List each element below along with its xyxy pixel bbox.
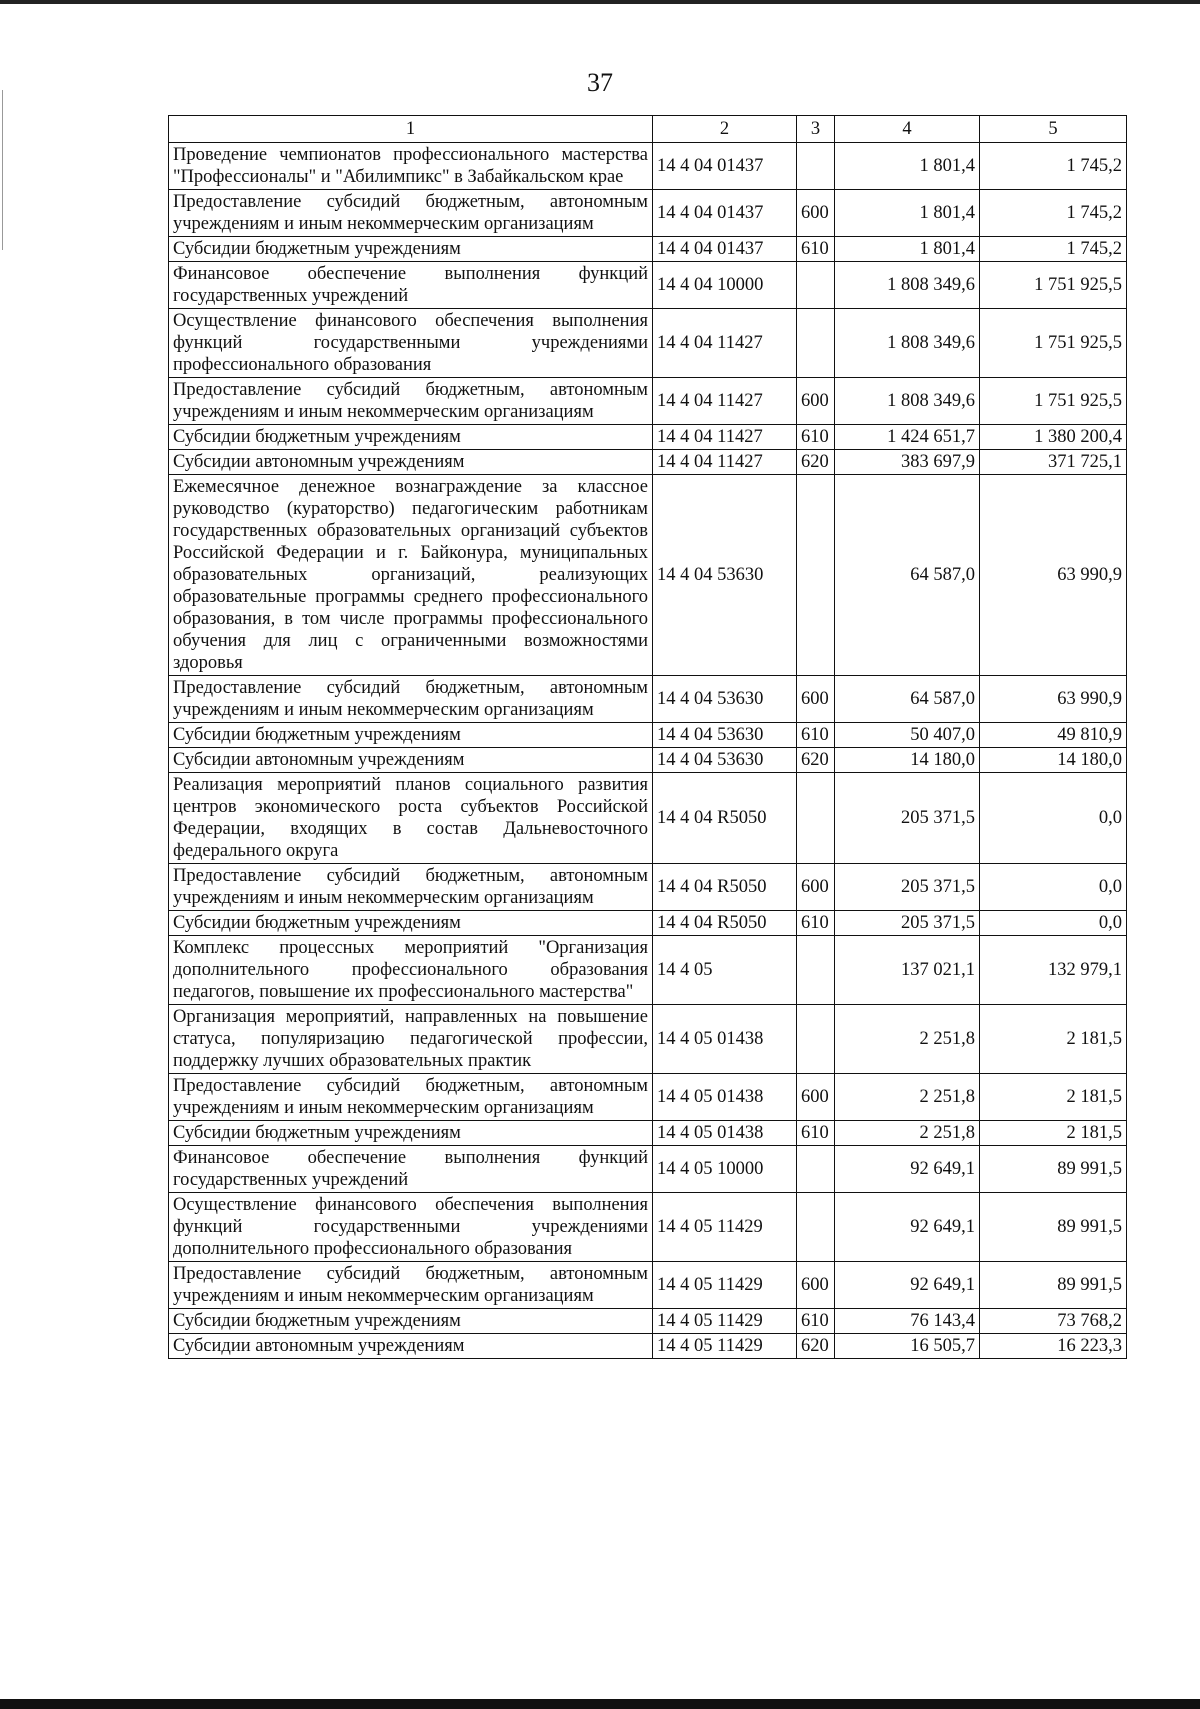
row-type-cell [797,773,835,864]
row-value-col4-cell: 50 407,0 [835,723,980,748]
row-value-col4-cell: 92 649,1 [835,1146,980,1193]
row-value-col4-cell: 14 180,0 [835,748,980,773]
row-code-cell: 14 4 04 11427 [653,450,797,475]
table-row [169,237,1127,262]
table-row [169,1193,1127,1262]
table-row [169,262,1127,309]
row-value-col5-cell: 1 751 925,5 [980,262,1127,309]
table-row [169,378,1127,425]
row-name-cell: Субсидии автономным учреждениям [169,450,653,475]
row-name-cell: Предоставление субсидий бюджетным, автономным учреждениям и иным некоммерческим организациям [169,190,653,237]
row-type-cell [797,1193,835,1262]
row-value-col5-cell: 1 745,2 [980,143,1127,190]
row-name-cell: Комплекс процессных мероприятий "Организация дополнительного профессионального образования педагогов, повышение их профессионального мастерства" [169,936,653,1005]
row-value-col4-cell: 64 587,0 [835,676,980,723]
budget-table-body [169,116,1127,1359]
row-code-cell: 14 4 05 10000 [653,1146,797,1193]
row-value-col4-cell: 2 251,8 [835,1074,980,1121]
table-row [169,475,1127,676]
row-value-col4-cell: 64 587,0 [835,475,980,676]
row-code-cell: 14 4 04 R5050 [653,773,797,864]
budget-table [168,115,1127,1359]
row-value-col4-cell: 1 801,4 [835,143,980,190]
table-row [169,1262,1127,1309]
row-name-cell: Осуществление финансового обеспечения выполнения функций государственными учреждениями профессионального образования [169,309,653,378]
row-code-cell: 14 4 04 01437 [653,237,797,262]
row-name-cell: Субсидии бюджетным учреждениям [169,723,653,748]
row-value-col5-cell: 89 991,5 [980,1193,1127,1262]
row-code-cell: 14 4 04 R5050 [653,911,797,936]
table-row [169,143,1127,190]
table-row [169,936,1127,1005]
table-row [169,773,1127,864]
row-type-cell: 610 [797,425,835,450]
row-code-cell: 14 4 05 11429 [653,1262,797,1309]
row-value-col5-cell: 2 181,5 [980,1005,1127,1074]
row-value-col4-cell: 1 801,4 [835,237,980,262]
row-type-cell: 600 [797,1262,835,1309]
header-cell-1: 1 [169,116,653,143]
row-type-cell: 600 [797,190,835,237]
row-type-cell [797,936,835,1005]
table-row [169,864,1127,911]
header-cell-4: 4 [835,116,980,143]
row-name-cell: Субсидии бюджетным учреждениям [169,237,653,262]
row-type-cell: 610 [797,1309,835,1334]
row-code-cell: 14 4 04 10000 [653,262,797,309]
row-value-col4-cell: 1 808 349,6 [835,262,980,309]
row-type-cell: 600 [797,676,835,723]
bottom-scan-border [0,1699,1200,1709]
row-name-cell: Субсидии автономным учреждениям [169,1334,653,1359]
row-type-cell: 600 [797,378,835,425]
table-row [169,425,1127,450]
row-type-cell [797,143,835,190]
table-row [169,1074,1127,1121]
table-row [169,911,1127,936]
row-code-cell: 14 4 05 01438 [653,1005,797,1074]
row-code-cell: 14 4 04 01437 [653,143,797,190]
row-value-col4-cell: 92 649,1 [835,1193,980,1262]
row-name-cell: Субсидии бюджетным учреждениям [169,911,653,936]
header-cell-5: 5 [980,116,1127,143]
table-row [169,748,1127,773]
row-value-col4-cell: 76 143,4 [835,1309,980,1334]
row-type-cell: 610 [797,237,835,262]
row-name-cell: Финансовое обеспечение выполнения функций государственных учреждений [169,1146,653,1193]
row-value-col5-cell: 49 810,9 [980,723,1127,748]
row-name-cell: Предоставление субсидий бюджетным, автономным учреждениям и иным некоммерческим организациям [169,378,653,425]
row-value-col5-cell: 14 180,0 [980,748,1127,773]
table-row [169,1309,1127,1334]
row-value-col4-cell: 1 808 349,6 [835,309,980,378]
row-name-cell: Предоставление субсидий бюджетным, автономным учреждениям и иным некоммерческим организациям [169,864,653,911]
row-value-col4-cell: 383 697,9 [835,450,980,475]
row-code-cell: 14 4 05 11429 [653,1334,797,1359]
row-code-cell: 14 4 04 11427 [653,378,797,425]
row-value-col5-cell: 89 991,5 [980,1262,1127,1309]
left-scan-edge [2,90,3,250]
row-code-cell: 14 4 05 11429 [653,1193,797,1262]
row-value-col5-cell: 1 745,2 [980,190,1127,237]
row-name-cell: Субсидии бюджетным учреждениям [169,425,653,450]
row-type-cell: 620 [797,1334,835,1359]
row-value-col5-cell: 0,0 [980,911,1127,936]
row-value-col5-cell: 1 745,2 [980,237,1127,262]
row-code-cell: 14 4 04 R5050 [653,864,797,911]
row-value-col5-cell: 2 181,5 [980,1121,1127,1146]
row-code-cell: 14 4 05 11429 [653,1309,797,1334]
row-code-cell: 14 4 04 53630 [653,676,797,723]
row-type-cell: 610 [797,723,835,748]
row-type-cell [797,262,835,309]
row-value-col4-cell: 1 801,4 [835,190,980,237]
row-value-col5-cell: 1 380 200,4 [980,425,1127,450]
table-row [169,1334,1127,1359]
header-cell-3: 3 [797,116,835,143]
row-code-cell: 14 4 04 11427 [653,309,797,378]
row-type-cell: 600 [797,1074,835,1121]
top-scan-border [0,0,1200,4]
row-value-col5-cell: 16 223,3 [980,1334,1127,1359]
row-type-cell: 600 [797,864,835,911]
table-row [169,1146,1127,1193]
row-type-cell: 610 [797,1121,835,1146]
row-name-cell: Реализация мероприятий планов социального развития центров экономического роста субъектов Российской Федерации, входящих в состав Дальневосточного федерального округа [169,773,653,864]
row-value-col5-cell: 73 768,2 [980,1309,1127,1334]
row-type-cell [797,1005,835,1074]
header-cell-2: 2 [653,116,797,143]
table-row [169,1121,1127,1146]
row-value-col5-cell: 132 979,1 [980,936,1127,1005]
table-row [169,676,1127,723]
row-name-cell: Организация мероприятий, направленных на повышение статуса, популяризацию педагогической профессии, поддержку лучших образовательных практик [169,1005,653,1074]
row-type-cell [797,1146,835,1193]
row-type-cell [797,475,835,676]
row-value-col5-cell: 2 181,5 [980,1074,1127,1121]
table-row [169,190,1127,237]
table-row [169,309,1127,378]
row-code-cell: 14 4 05 01438 [653,1074,797,1121]
row-type-cell: 610 [797,911,835,936]
row-name-cell: Субсидии автономным учреждениям [169,748,653,773]
row-code-cell: 14 4 04 53630 [653,723,797,748]
row-type-cell [797,309,835,378]
row-value-col4-cell: 1 424 651,7 [835,425,980,450]
row-type-cell: 620 [797,748,835,773]
row-value-col4-cell: 92 649,1 [835,1262,980,1309]
row-code-cell: 14 4 04 53630 [653,748,797,773]
row-value-col4-cell: 16 505,7 [835,1334,980,1359]
row-code-cell: 14 4 04 11427 [653,425,797,450]
row-name-cell: Предоставление субсидий бюджетным, автономным учреждениям и иным некоммерческим организациям [169,1262,653,1309]
row-value-col5-cell: 63 990,9 [980,475,1127,676]
row-value-col5-cell: 371 725,1 [980,450,1127,475]
row-type-cell: 620 [797,450,835,475]
row-value-col5-cell: 63 990,9 [980,676,1127,723]
row-value-col5-cell: 0,0 [980,773,1127,864]
row-name-cell: Проведение чемпионатов профессионального мастерства "Профессионалы" и "Абилимпикс" в Забайкальском крае [169,143,653,190]
row-value-col5-cell: 0,0 [980,864,1127,911]
table-row [169,1005,1127,1074]
row-code-cell: 14 4 05 [653,936,797,1005]
row-name-cell: Финансовое обеспечение выполнения функций государственных учреждений [169,262,653,309]
row-value-col4-cell: 205 371,5 [835,773,980,864]
table-row [169,723,1127,748]
row-name-cell: Предоставление субсидий бюджетным, автономным учреждениям и иным некоммерческим организациям [169,676,653,723]
row-code-cell: 14 4 04 53630 [653,475,797,676]
row-code-cell: 14 4 04 01437 [653,190,797,237]
row-value-col4-cell: 137 021,1 [835,936,980,1005]
row-name-cell: Субсидии бюджетным учреждениям [169,1121,653,1146]
row-value-col5-cell: 1 751 925,5 [980,309,1127,378]
row-value-col5-cell: 89 991,5 [980,1146,1127,1193]
row-value-col4-cell: 2 251,8 [835,1121,980,1146]
page-number: 37 [587,68,613,97]
row-value-col4-cell: 2 251,8 [835,1005,980,1074]
row-value-col4-cell: 205 371,5 [835,864,980,911]
row-code-cell: 14 4 05 01438 [653,1121,797,1146]
row-name-cell: Осуществление финансового обеспечения выполнения функций государственными учреждениями дополнительного профессионального образования [169,1193,653,1262]
table-header-row [169,116,1127,143]
table-row [169,450,1127,475]
row-value-col4-cell: 1 808 349,6 [835,378,980,425]
row-name-cell: Субсидии бюджетным учреждениям [169,1309,653,1334]
row-value-col4-cell: 205 371,5 [835,911,980,936]
row-value-col5-cell: 1 751 925,5 [980,378,1127,425]
row-name-cell: Ежемесячное денежное вознаграждение за классное руководство (кураторство) педагогическим работникам государственных образовательных организаций субъектов Российской Федерации и г. Байконура, муниципальных образовательных организаций, реализующих образовательные программы среднего профессионального образования, в том числе программы профессионального обучения для лиц с ограниченными возможностями здоровья [169,475,653,676]
row-name-cell: Предоставление субсидий бюджетным, автономным учреждениям и иным некоммерческим организациям [169,1074,653,1121]
